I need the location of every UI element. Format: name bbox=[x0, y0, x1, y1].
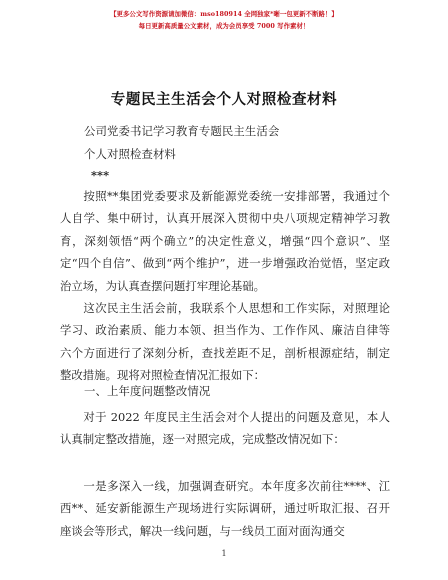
section-heading-1: 一、上年度问题整改情况 bbox=[84, 384, 211, 398]
subtitle-line-2: 个人对照检查材料 bbox=[84, 147, 176, 161]
stars-marker: *** bbox=[91, 168, 110, 182]
paragraph-measure-1 bbox=[60, 475, 390, 542]
promo-banner-line-1: 【更多公文写作资源请加微信：mso180914 全网独家*晰一包更新不断路！】 bbox=[110, 10, 338, 18]
promo-banner-line-2: 每日更新高质量公文素材，成为会员享受 7000 写作素材！ bbox=[138, 22, 310, 30]
paragraph-self-check-text: 这次民主生活会前，我联系个人思想和工作实际，对照理论学习、政治素质、能力本领、担当作为、工作作风、廉洁自律等六个方面进行了深刻分析，查找差距不足，剖析根源症结，制定整改措施。现将对照检查情况汇报如下： bbox=[60, 301, 390, 383]
paragraph-rectification bbox=[60, 406, 390, 451]
paragraph-intro-text: 按照**集团党委要求及新能源党委统一安排部署，我通过个人自学、集中研讨，认真开展深入贯彻中央八项规定精神学习教育，深刻领悟“两个确立”的决定性意义，增强“四个意识”、坚定“四个自信”、做到“两个维护”，进一步增强政治觉悟，坚定政治立场，为认真查摆问题打牢理论基础。 bbox=[60, 189, 390, 293]
paragraph-rectification-text: 对于 2022 年度民主生活会对个人提出的问题及意见，本人认真制定整改措施，逐一对照完成，完成整改情况如下： bbox=[60, 410, 390, 447]
subtitle-line-1: 公司党委书记学习教育专题民主生活会 bbox=[84, 124, 280, 138]
paragraph-self-check bbox=[60, 297, 390, 387]
page-number: 1 bbox=[221, 549, 227, 558]
paragraph-measure-1-text: 一是多深入一线，加强调查研究。本年度多次前往****、江西**、延安新能源生产现场进行实际调研，通过听取汇报、召开座谈会等形式，解决一线问题，与一线员工面对面沟通交 bbox=[60, 479, 390, 538]
document-title: 专题民主生活会个人对照检查材料 bbox=[110, 91, 338, 108]
paragraph-intro bbox=[60, 185, 390, 297]
